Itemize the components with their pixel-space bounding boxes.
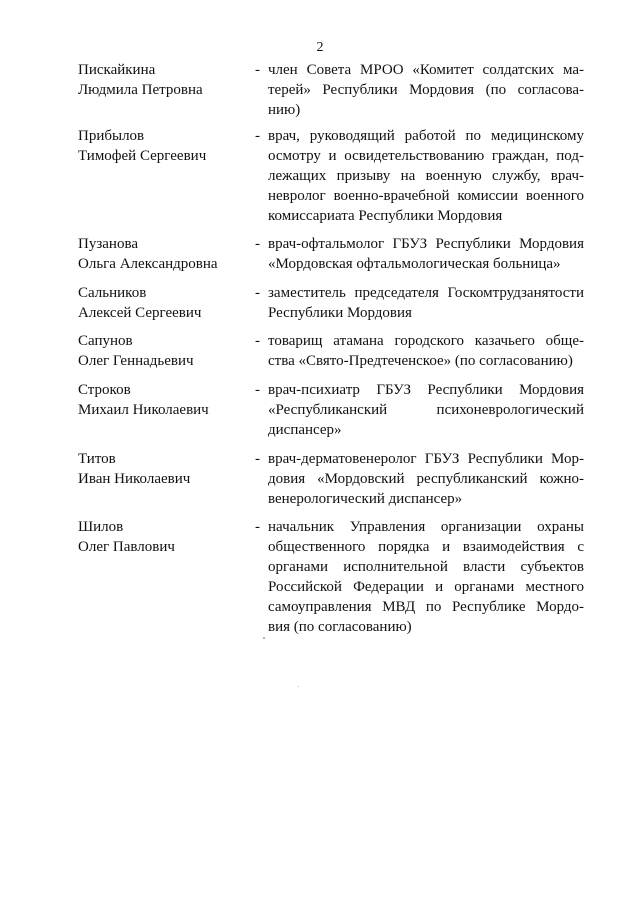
role-line: венерологический диспансер» <box>268 491 463 507</box>
role-line: нию) <box>268 102 301 118</box>
member-name <box>78 380 253 420</box>
role-line: вия (по согласованию) <box>268 619 412 635</box>
role-line: «Республиканский психоневрологический <box>268 402 584 418</box>
member-role <box>268 449 584 509</box>
role-line: довия «Мордовский республиканский кожно- <box>268 471 584 487</box>
member-role <box>268 517 584 637</box>
dash-separator: - <box>255 451 260 467</box>
member-given-names: Иван Николаевич <box>78 471 191 487</box>
dash-separator: - <box>255 62 260 78</box>
dash-separator: - <box>255 128 260 144</box>
member-name <box>78 126 253 166</box>
member-surname: Шилов <box>78 519 124 535</box>
role-line: врач-психиатр ГБУЗ Республики Мордовия <box>268 382 584 398</box>
member-name <box>78 517 253 557</box>
role-line: Республики Мордовия <box>268 305 412 321</box>
member-name <box>78 449 253 489</box>
member-role <box>268 283 584 323</box>
role-line: органами исполнительной власти субъектов <box>268 559 584 575</box>
member-role <box>268 380 584 440</box>
role-line: невролог военно-врачебной комиссии военного <box>268 188 584 204</box>
role-line: Российской Федерации и органами местного <box>268 579 584 595</box>
role-line: «Мордовская офтальмологическая больница» <box>268 256 561 272</box>
role-line: терей» Республики Мордовия (по согласова- <box>268 82 584 98</box>
member-role <box>268 331 584 371</box>
member-role <box>268 60 584 120</box>
role-line: заместитель председателя Госкомтрудзанятости <box>268 285 584 301</box>
member-surname: Прибылов <box>78 128 145 144</box>
member-surname: Сапунов <box>78 333 133 349</box>
member-given-names: Ольга Александровна <box>78 256 218 272</box>
role-line: товарищ атамана городского казачьего обще- <box>268 333 584 349</box>
member-name <box>78 331 253 371</box>
role-line: диспансер» <box>268 422 342 438</box>
member-name <box>78 234 253 274</box>
role-line: начальник Управления организации охраны <box>268 519 584 535</box>
dash-separator: - <box>255 519 260 535</box>
member-role <box>268 126 584 226</box>
page-number: 2 <box>316 40 324 55</box>
member-name <box>78 283 253 323</box>
member-given-names: Тимофей Сергеевич <box>78 148 207 164</box>
role-line: комиссариата Республики Мордовия <box>268 208 503 224</box>
role-line: ства «Свято-Предтеченское» (по согласованию) <box>268 353 573 369</box>
member-given-names: Михаил Николаевич <box>78 402 209 418</box>
member-surname: Пузанова <box>78 236 138 252</box>
dash-separator: - <box>255 333 260 349</box>
role-line: член Совета МРОО «Комитет солдатских ма- <box>268 62 584 78</box>
dash-separator: - <box>255 236 260 252</box>
scan-speck <box>298 686 299 687</box>
member-given-names: Алексей Сергеевич <box>78 305 202 321</box>
role-line: врач-дерматовенеролог ГБУЗ Республики Мор- <box>268 451 584 467</box>
member-surname: Строков <box>78 382 131 398</box>
dash-separator: - <box>255 382 260 398</box>
dash-separator: - <box>255 285 260 301</box>
role-line: врач-офтальмолог ГБУЗ Республики Мордовия <box>268 236 584 252</box>
member-given-names: Олег Геннадьевич <box>78 353 194 369</box>
role-line: самоуправления МВД по Республике Мордо- <box>268 599 584 615</box>
member-given-names: Людмила Петровна <box>78 82 203 98</box>
role-line: осмотру и освидетельствованию граждан, под- <box>268 148 584 164</box>
member-given-names: Олег Павлович <box>78 539 175 555</box>
member-role <box>268 234 584 274</box>
member-name <box>78 60 253 100</box>
member-surname: Сальников <box>78 285 147 301</box>
role-line: лежащих призыву на военную службу, врач- <box>268 168 584 184</box>
role-line: врач, руководящий работой по медицинскому <box>268 128 584 144</box>
role-line: общественного порядка и взаимодействия с <box>268 539 584 555</box>
member-surname: Титов <box>78 451 116 467</box>
scan-speck <box>263 637 265 639</box>
member-surname: Пискайкина <box>78 62 156 78</box>
